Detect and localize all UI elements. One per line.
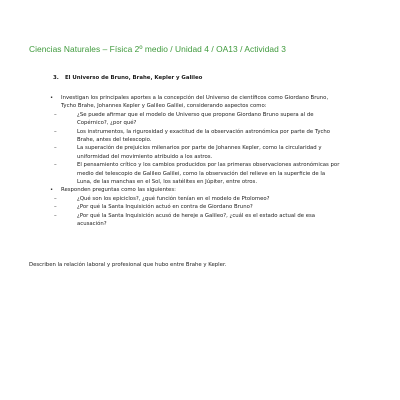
dash-marker: – bbox=[54, 162, 57, 169]
closing-statement: Describen la relación laboral y profesional que hubo entre Brahe y Kepler. bbox=[29, 262, 227, 268]
bullet-marker: • bbox=[50, 95, 54, 101]
sub-item-text: ¿Por qué la Santa Inquisición acusó de hereje a Galileo?, ¿cuál es el estado actual de esa acusación? bbox=[77, 212, 316, 228]
sub-item bbox=[50, 111, 340, 128]
section-title: El Universo de Bruno, Brahe, Kepler y Galileo bbox=[65, 75, 203, 81]
dash-marker: – bbox=[54, 128, 57, 135]
page-header: Ciencias Naturales – Física 2º medio / Unidad 4 / OA13 / Actividad 3 bbox=[29, 44, 286, 54]
sub-item bbox=[50, 212, 340, 229]
section-heading bbox=[53, 75, 202, 81]
sub-item bbox=[50, 203, 340, 211]
bullet-text: Investigan los principales aportes a la concepción del Universo de científicos como Giordano Bruno, Tycho Brahe, Johannes Kepler y Galileo Galilei, considerando aspectos como: bbox=[61, 95, 329, 110]
dash-marker: – bbox=[54, 195, 57, 202]
sub-item bbox=[50, 161, 340, 186]
bullet-text: Responden preguntas como las siguientes: bbox=[61, 187, 176, 194]
bullet-item bbox=[50, 186, 340, 194]
dash-marker: – bbox=[54, 145, 57, 152]
bullet-item bbox=[50, 94, 340, 111]
sub-item-text: La superación de prejuicios milenarios por parte de Johannes Kepler, como la circularidad y uniformidad del movimiento atribuido a los astros. bbox=[77, 145, 322, 160]
dash-marker: – bbox=[54, 212, 57, 219]
sub-item-text: ¿Por qué la Santa Inquisición actuó en contra de Giordano Bruno? bbox=[77, 204, 253, 211]
activity-list bbox=[50, 94, 340, 229]
section-number: 3. bbox=[53, 75, 59, 81]
dash-marker: – bbox=[54, 111, 57, 118]
sub-item-text: ¿Se puede afirmar que el modelo de Universo que propone Giordano Bruno supera al de Copérnico?, ¿por qué? bbox=[77, 111, 314, 127]
sub-item bbox=[50, 128, 340, 145]
sub-item-text: ¿Qué son los epiciclos?, ¿qué función tenían en el modelo de Ptolomeo? bbox=[77, 195, 270, 202]
dash-marker: – bbox=[54, 204, 57, 211]
sub-item bbox=[50, 195, 340, 203]
bullet-marker: • bbox=[50, 187, 54, 194]
sub-item bbox=[50, 144, 340, 161]
sub-item-text: El pensamiento crítico y los cambios producidos por las primeras observaciones astronómicas por medio del telescopio de Galileo Galilei, como la observación del relieve en la superficie de la Luna, de las manchas en el Sol, los satélites en Júpiter, entre otros. bbox=[77, 162, 340, 186]
sub-item-text: Los instrumentos, la rigurosidad y exactitud de la observación astronómica por parte de Tycho Brahe, antes del telescopio. bbox=[77, 128, 331, 144]
